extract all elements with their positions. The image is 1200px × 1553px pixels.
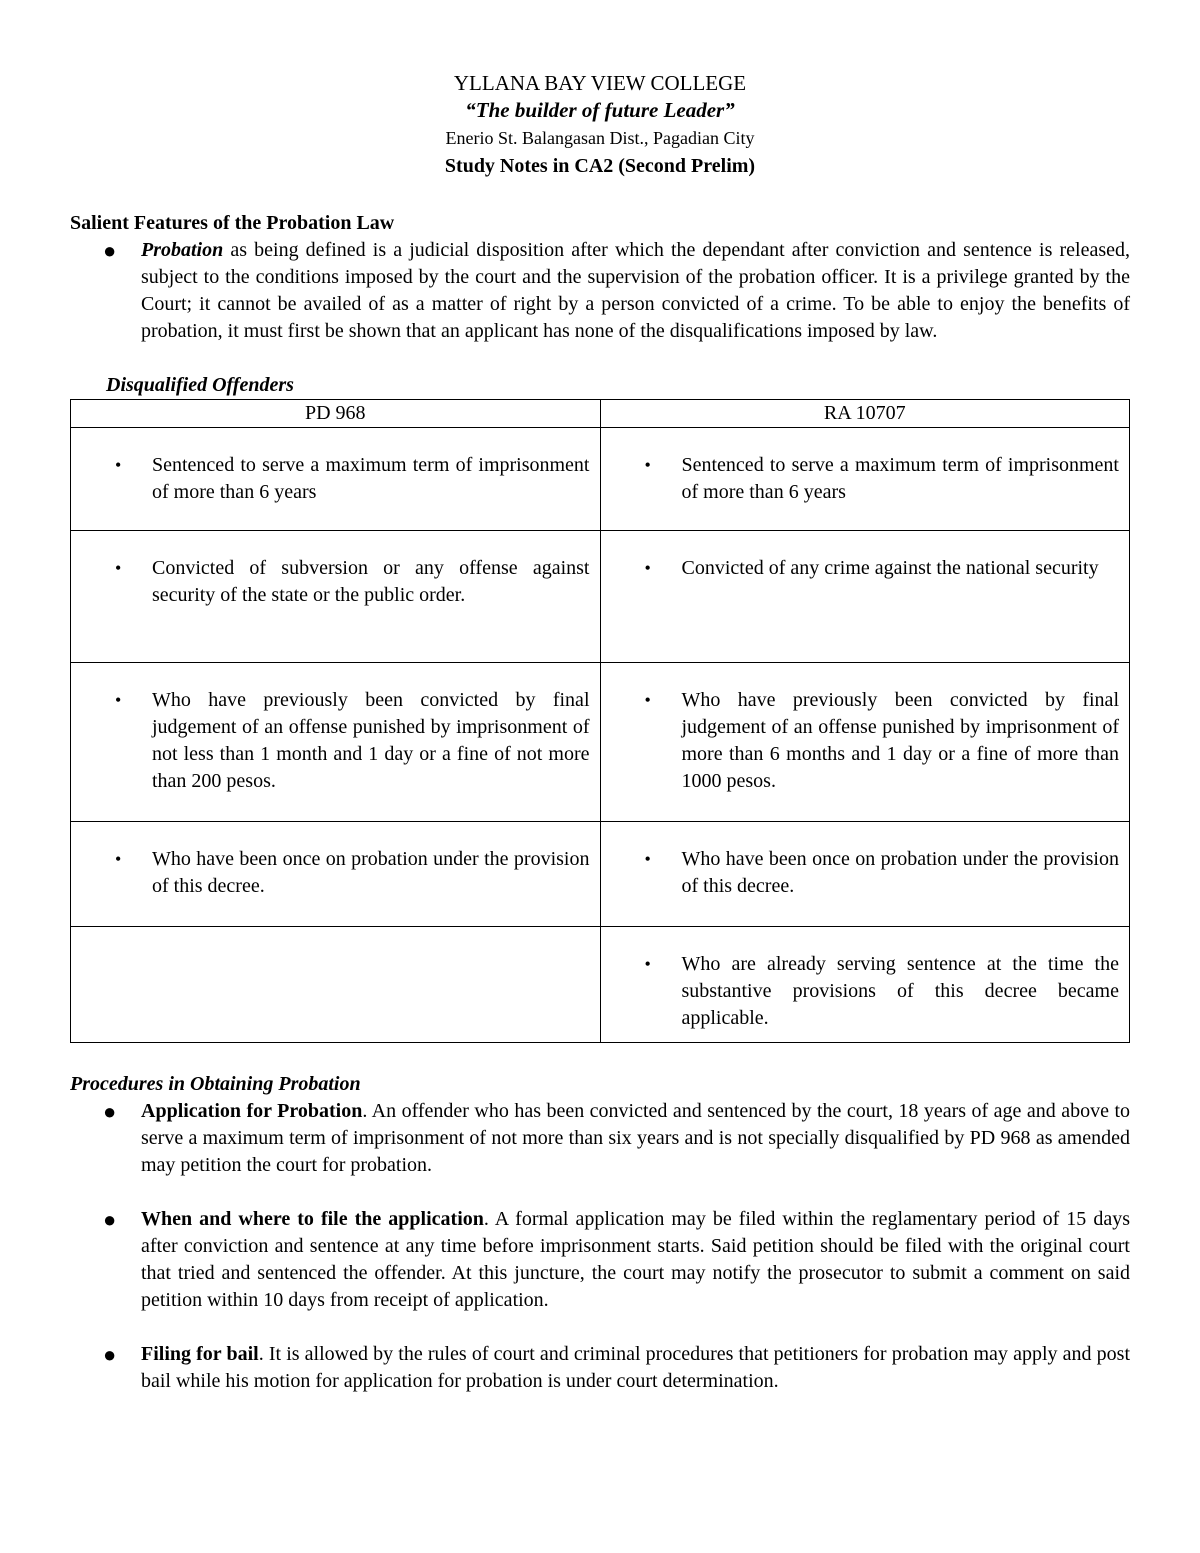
column-header-pd968: PD 968 (71, 400, 601, 428)
bullet-icon: • (115, 558, 122, 578)
procedure-heading: Application for Probation (141, 1100, 363, 1122)
cell-text: Sentenced to serve a maximum term of imprisonment of more than 6 years (152, 454, 590, 503)
table-cell-pd968 (71, 663, 601, 822)
cell-text: Sentenced to serve a maximum term of imprisonment of more than 6 years (681, 454, 1119, 503)
bullet-icon: • (644, 690, 651, 710)
cell-text: Convicted of any crime against the national security (681, 557, 1099, 579)
list-item (70, 1098, 1130, 1179)
cell-text: Who have previously been convicted by final judgement of an offense punished by imprisonment of not less than 1 month and 1 day or a fine of not more than 200 pesos. (152, 689, 590, 792)
notes-title: Study Notes in CA2 (Second Prelim) (444, 155, 756, 177)
document-page (70, 70, 1130, 1395)
bullet-icon: • (644, 954, 651, 974)
bullet-icon: ● (103, 1207, 117, 1232)
document-header (70, 70, 1130, 180)
probation-term: Probation (141, 239, 224, 261)
table-row (71, 531, 1130, 663)
procedure-heading: Filing for bail (141, 1343, 259, 1365)
disqualified-offenders-heading: Disqualified Offenders (106, 374, 294, 396)
school-address: Enerio St. Balangasan Dist., Pagadian City (445, 128, 755, 148)
table-cell-pd968 (71, 822, 601, 927)
table-row (71, 663, 1130, 822)
list-item (70, 1341, 1130, 1395)
procedures-list (70, 1098, 1130, 1395)
bullet-icon: • (115, 849, 122, 869)
procedure-text: . A formal application may be filed within the reglamentary period of 15 days after conviction and sentence at any time before imprisonment starts. Said petition should be filed with the original court that tried and sentenced the offender. At this juncture, the court may notify the prosecutor to submit a comment on said petition within 10 days from receipt of application. (141, 1208, 1130, 1311)
cell-text: Who have been once on probation under the provision of this decree. (152, 848, 590, 897)
bullet-icon: • (115, 455, 122, 475)
school-motto: “The builder of future Leader” (465, 98, 735, 122)
table-cell-pd968-empty (71, 927, 601, 1043)
column-header-ra10707: RA 10707 (600, 400, 1130, 428)
table-row (71, 822, 1130, 927)
cell-text: Convicted of subversion or any offense against security of the state or the public order. (152, 557, 590, 606)
table-cell-ra10707 (600, 531, 1130, 663)
procedure-heading: When and where to file the application (141, 1208, 484, 1230)
table-row (71, 927, 1130, 1043)
school-name: YLLANA BAY VIEW COLLEGE (453, 71, 747, 95)
bullet-icon: ● (103, 238, 117, 263)
table-row (71, 428, 1130, 531)
bullet-icon: ● (103, 1342, 117, 1367)
procedures-heading: Procedures in Obtaining Probation (70, 1073, 361, 1095)
salient-features-list (70, 237, 1130, 345)
table-cell-ra10707 (600, 927, 1130, 1043)
disqualified-offenders-table (70, 399, 1130, 1043)
salient-features-heading: Salient Features of the Probation Law (70, 212, 395, 234)
list-item (70, 1206, 1130, 1314)
cell-text: Who have been once on probation under the provision of this decree. (681, 848, 1119, 897)
table-cell-pd968 (71, 428, 601, 531)
bullet-icon: • (644, 558, 651, 578)
procedure-text: . An offender who has been convicted and sentenced by the court, 18 years of age and above to serve a maximum term of imprisonment of not more than six years and is not specially disqualified by PD 968 as amended may petition the court for probation. (141, 1100, 1131, 1176)
probation-definition-text: as being defined is a judicial disposition after which the dependant after conviction and sentence is released, subject to the conditions imposed by the court and the supervision of the probation officer. It is a privilege granted by the Court; it cannot be availed of as a matter of right by a person convicted of a crime. To be able to enjoy the benefits of probation, it must first be shown that an applicant has none of the disqualifications imposed by law. (141, 239, 1130, 342)
table-cell-ra10707 (600, 428, 1130, 531)
cell-text: Who are already serving sentence at the time the substantive provisions of this decree became applicable. (681, 953, 1119, 1029)
bullet-icon: • (644, 849, 651, 869)
probation-definition (70, 237, 1130, 345)
bullet-icon: • (644, 455, 651, 475)
table-header-row (71, 400, 1130, 428)
table-cell-pd968 (71, 531, 601, 663)
procedure-text: . It is allowed by the rules of court and criminal procedures that petitioners for probation may apply and post bail while his motion for application for probation is under court determination. (141, 1343, 1130, 1392)
table-cell-ra10707 (600, 663, 1130, 822)
bullet-icon: ● (103, 1099, 117, 1124)
cell-text: Who have previously been convicted by final judgement of an offense punished by imprisonment of more than 6 months and 1 day or a fine of more than 1000 pesos. (681, 689, 1119, 792)
table-cell-ra10707 (600, 822, 1130, 927)
bullet-icon: • (115, 690, 122, 710)
